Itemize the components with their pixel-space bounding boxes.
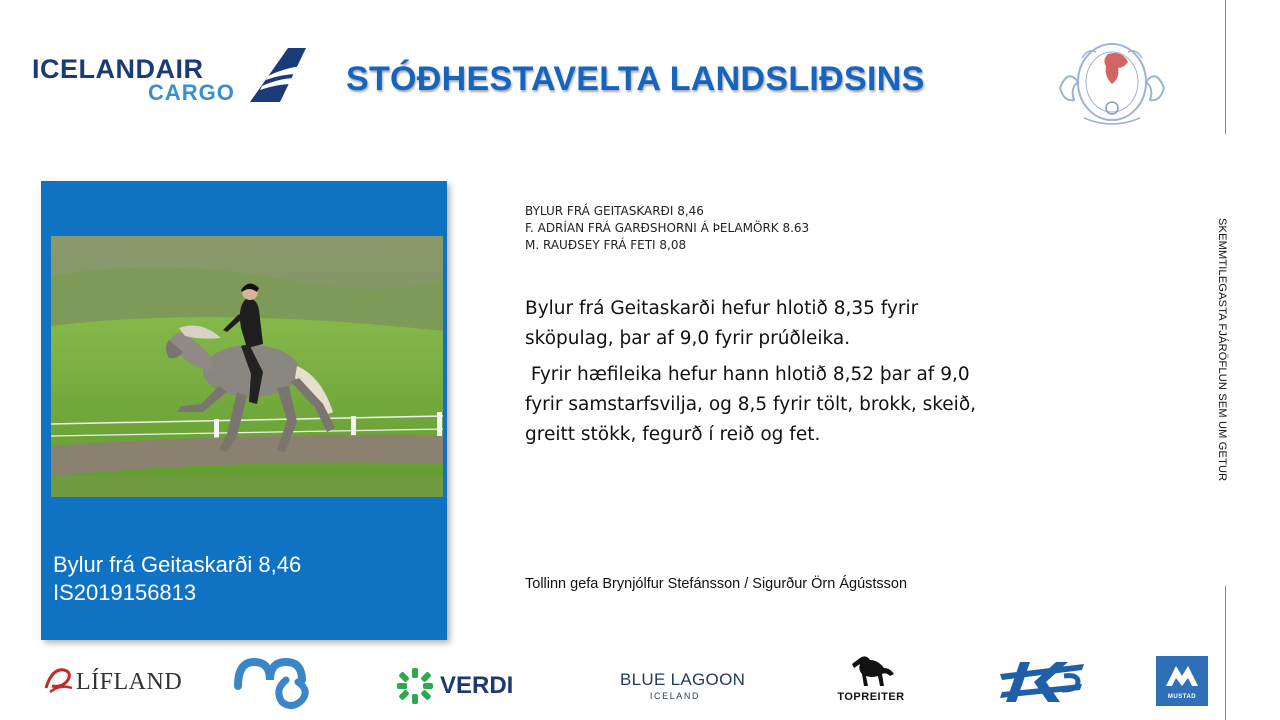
pedigree-block (525, 203, 809, 254)
right-divider-bottom (1225, 586, 1226, 720)
horse-rider-image (51, 236, 443, 497)
description-conformation: Bylur frá Geitaskarði hefur hlotið 8,35 fyrir sköpulag, þar af 9,0 fyrir prúðleika. (525, 298, 919, 349)
airline-tail-icon (240, 46, 308, 104)
landssamband-seal-logo (1052, 38, 1172, 128)
lifland-swirl-icon (42, 662, 76, 696)
ms-wave-icon (234, 656, 316, 710)
slide-title: STÓÐHESTAVELTA LANDSLIÐSINS (346, 60, 925, 98)
blue-lagoon-wordmark: BLUE LAGOON (620, 670, 746, 689)
vertical-tagline: SKEMMTILEGASTA FJÁRÖFLUN SEM UM GETUR (1216, 218, 1228, 482)
sponsor-ks-logo (998, 656, 1086, 708)
pedigree-horse: BYLUR FRÁ GEITASKARÐI 8,46 (525, 204, 704, 218)
sponsor-topreiter-logo (826, 654, 916, 706)
sponsor-blue-lagoon-logo (620, 670, 746, 706)
lifland-wordmark: LÍFLAND (76, 669, 183, 695)
sponsor-ms-logo (234, 656, 316, 710)
horse-caption (53, 551, 433, 607)
icelandair-cargo-logo (32, 46, 307, 106)
verdi-wordmark: VERDI (440, 672, 514, 699)
donors-line: Tollinn gefa Brynjólfur Stefánsson / Sigurður Örn Ágústsson (525, 576, 908, 592)
ks-emblem-icon (998, 656, 1086, 708)
sponsor-verdi-logo (395, 666, 520, 708)
rearing-horse-icon (848, 654, 898, 690)
brand-cargo: CARGO (148, 80, 235, 105)
description-ridden-abilities: Fyrir hæfileika hefur hann hlotið 8,52 þar af 9,0 fyrir samstarfsvilja, og 8,5 fyrir tölt, brokk, skeið, greitt stökk, fegurð í reið og fet. (525, 364, 982, 445)
topreiter-wordmark: TOPREITER (837, 691, 905, 703)
mustad-mountain-icon (1156, 656, 1208, 694)
mustad-wordmark: MUSTAD (1167, 694, 1197, 700)
horse-card (41, 181, 447, 640)
pedigree-father: F. ADRÍAN FRÁ GARÐSHORNI Á ÞELAMÖRK 8.63 (525, 221, 810, 235)
verdi-star-icon (395, 666, 435, 706)
right-divider-top (1225, 0, 1226, 134)
blue-lagoon-subtitle: ICELAND (649, 691, 701, 701)
brand-name: ICELANDAIR (32, 54, 204, 84)
horse-id-label: IS2019156813 (53, 580, 197, 605)
sponsor-mustad-logo (1156, 656, 1208, 706)
horse-name-label: Bylur frá Geitaskarði 8,46 (53, 552, 302, 577)
horse-description (525, 294, 985, 456)
sponsor-lifland-logo (42, 660, 182, 700)
pedigree-mother: M. RAUÐSEY FRÁ FETI 8,08 (525, 238, 687, 252)
horse-photo (51, 236, 443, 497)
